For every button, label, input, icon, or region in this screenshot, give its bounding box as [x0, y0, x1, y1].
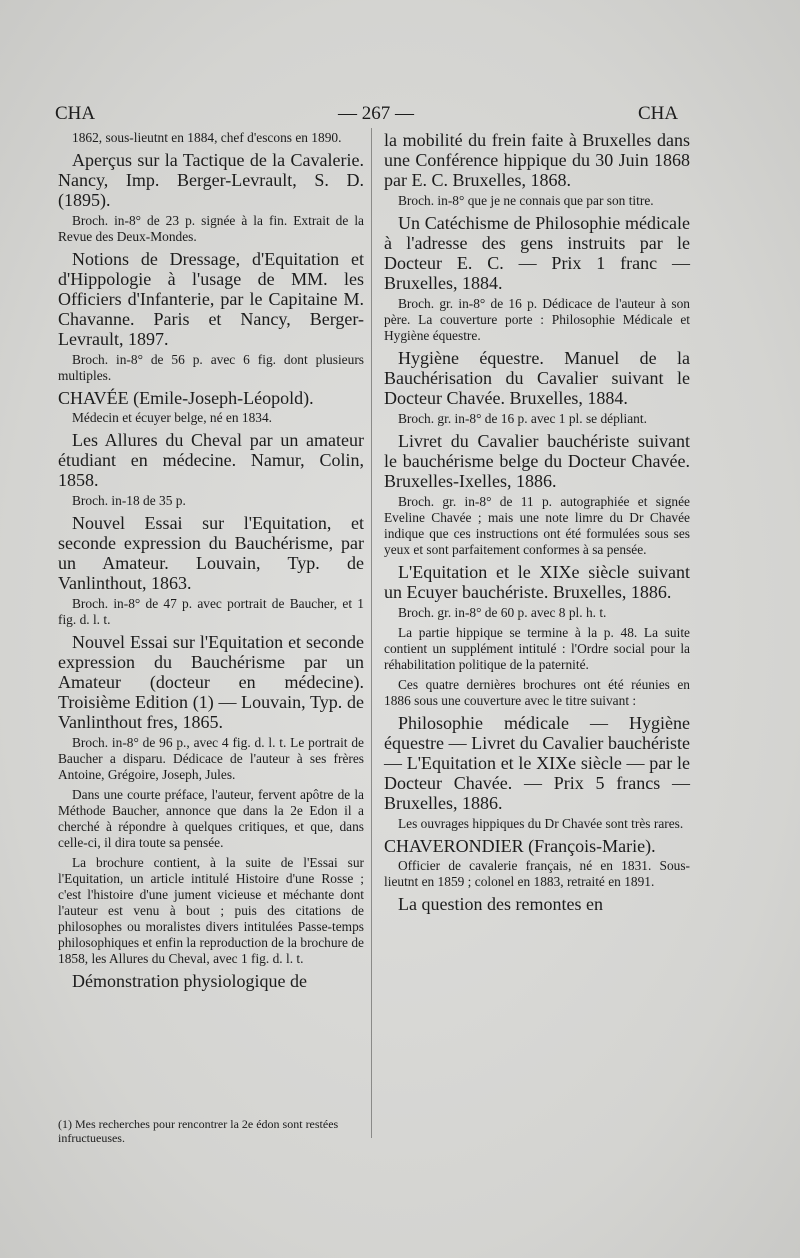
- footnote: (1) Mes recherches pour rencontrer la 2e édon sont restées infructueuses.: [58, 1117, 339, 1145]
- bibliographic-note: Broch. in-8° de 23 p. signée à la fin. Extrait de la Revue des Deux-Mondes.: [58, 213, 364, 244]
- bibliographic-note: Médecin et écuyer belge, né en 1834.: [72, 410, 273, 425]
- right-column: [384, 130, 690, 917]
- page-number: — 267 —: [338, 103, 414, 124]
- left-column: [58, 130, 364, 994]
- book-entry: Un Catéchisme de Philosophie médicale à l'adresse des gens instruits par le Docteur E. C. — Prix 1 franc — Bruxelles, 1884.: [384, 213, 690, 293]
- book-entry: Aperçus sur la Tactique de la Cavalerie. Nancy, Imp. Berger-Levrault, S. D. (1895).: [58, 150, 364, 210]
- book-entry: Nouvel Essai sur l'Equitation et seconde expression du Bauchérisme par un Amateur (docteur en médecine). Troisième Edition (1) — Louvain, Typ. de Vanlinthout fres, 1865.: [58, 632, 364, 732]
- book-entry: Philosophie médicale — Hygiène équestre — Livret du Cavalier bauchériste — L'Equitation et le XIXe siècle — par le Docteur Chavée. — Prix 5 francs — Bruxelles, 1886.: [384, 713, 690, 813]
- bibliographic-note: Broch. gr. in-8° de 16 p. Dédicace de l'auteur à son père. La couverture porte : Philosophie Médicale et Hygiène équestre.: [384, 296, 690, 343]
- bibliographic-note: La brochure contient, à la suite de l'Essai sur l'Equitation, un article intitulé Histoire d'une Rosse ; c'est l'histoire d'une jument vicieuse et méchante dont l'auteur est venu à bout ; puis des citations de philosophes ou moralistes divers intitulées Passe-temps philosophiques et enfin la reproduction de la brochure de 1858, les Allures du Cheval, avec 1 fig. d. l. t.: [58, 855, 364, 966]
- bibliographic-note: Broch. gr. in-8° de 11 p. autographiée et signée Eveline Chavée ; mais une note limre du Dr Chavée indique que ces instructions ont été formulées sous ses yeux et sont parfaitement conformes à sa pensée.: [384, 494, 690, 557]
- bibliographic-note: Broch. in-8° de 56 p. avec 6 fig. dont plusieurs multiples.: [58, 352, 364, 383]
- author-heading: CHAVÉE (Emile-Joseph-Léopold).: [58, 388, 314, 408]
- bibliographic-note: 1862, sous-lieutnt en 1884, chef d'escons en 1890.: [72, 130, 342, 145]
- author-heading: CHAVERONDIER (François-Marie).: [384, 836, 656, 856]
- book-entry: Les Allures du Cheval par un amateur étudiant en médecine. Namur, Colin, 1858.: [58, 430, 364, 490]
- book-entry: Démonstration physiologique de: [72, 971, 307, 991]
- bibliographic-note: Ces quatre dernières brochures ont été réunies en 1886 sous une couverture avec le titre suivant :: [384, 677, 690, 708]
- bibliographic-note: La partie hippique se termine à la p. 48. La suite contient un supplément intitulé : l'Ordre social pour la réhabilitation politique de la paternité.: [384, 625, 690, 672]
- bibliographic-note: Broch. in-8° de 96 p., avec 4 fig. d. l. t. Le portrait de Baucher a disparu. Dédicace de l'auteur à ses frères Antoine, Grégoire, Joseph, Jules.: [58, 735, 364, 782]
- book-entry: Hygiène équestre. Manuel de la Bauchérisation du Cavalier suivant le Docteur Chavée. Bruxelles, 1884.: [384, 348, 690, 408]
- book-entry: la mobilité du frein faite à Bruxelles dans une Conférence hippique du 30 Juin 1868 par E. C. Bruxelles, 1868.: [384, 130, 690, 190]
- book-entry: Notions de Dressage, d'Equitation et d'Hippologie à l'usage de MM. les Officiers d'Infanterie, par le Capitaine M. Chavanne. Paris et Nancy, Berger-Levrault, 1897.: [58, 249, 364, 349]
- book-entry: Nouvel Essai sur l'Equitation, et seconde expression du Bauchérisme, par un Amateur. Louvain, Typ. de Vanlinthout, 1863.: [58, 513, 364, 593]
- running-header-left: CHA: [55, 103, 96, 124]
- running-header-right: CHA: [638, 103, 679, 124]
- bibliographic-note: Broch. gr. in-8° de 16 p. avec 1 pl. se dépliant.: [398, 411, 647, 426]
- bibliographic-note: Officier de cavalerie français, né en 1831. Sous-lieutnt en 1859 ; colonel en 1883, retraité en 1891.: [384, 858, 690, 889]
- bibliographic-note: Broch. in-8° que je ne connais que par son titre.: [398, 193, 654, 208]
- book-entry: Livret du Cavalier bauchériste suivant le bauchérisme belge du Docteur Chavée. Bruxelles-Ixelles, 1886.: [384, 431, 690, 491]
- bibliographic-note: Broch. in-18 de 35 p.: [72, 493, 186, 508]
- book-entry: La question des remontes en: [398, 894, 603, 914]
- book-entry: L'Equitation et le XIXe siècle suivant un Ecuyer bauchériste. Bruxelles, 1886.: [384, 562, 690, 602]
- column-divider: [371, 128, 372, 1138]
- bibliographic-note: Les ouvrages hippiques du Dr Chavée sont très rares.: [398, 816, 684, 831]
- bibliographic-note: Broch. gr. in-8° de 60 p. avec 8 pl. h. t.: [398, 605, 607, 620]
- bibliographic-note: Dans une courte préface, l'auteur, fervent apôtre de la Méthode Baucher, annonce que dans la 2e Edon il a cherché à répondre à quelques critiques, et que, dans celle-ci, il dira toute sa pensée.: [58, 787, 364, 850]
- bibliographic-note: Broch. in-8° de 47 p. avec portrait de Baucher, et 1 fig. d. l. t.: [58, 596, 364, 627]
